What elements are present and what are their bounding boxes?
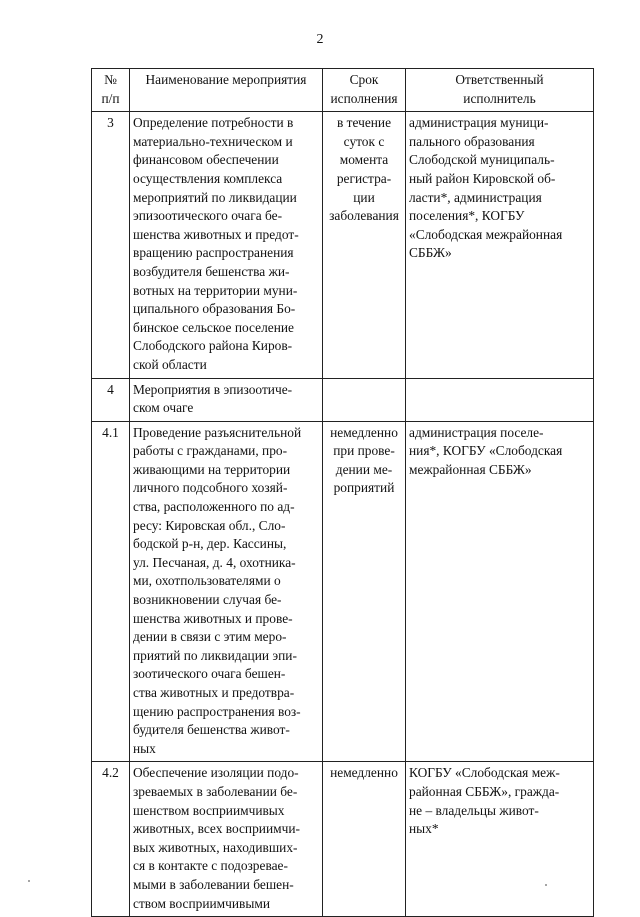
table-row [92,762,594,917]
scan-speck [545,884,547,886]
row-measure-name: Определение потребности в материально-техническом и финансовом обеспечении осуществления комплекса мероприятий по ликвидации эпизоотического очага бе- шенства животных и предот- вращению распространения возбудителя бешенства жи- вотных на территории муни- ципального образования Бо- бинское сельское поселение Слободского района Киров- ской области [130,112,323,378]
row-term: немедленно [323,762,406,917]
header-responsible: Ответственный исполнитель [406,69,594,112]
row-number: 3 [92,112,130,378]
page-number: 2 [316,32,324,47]
row-number: 4 [92,378,130,421]
row-number: 4.1 [92,421,130,762]
header-term: Срок исполнения [323,69,406,112]
table-row [92,421,594,762]
header-num: № п/п [92,69,130,112]
header-name: Наименование мероприятия [130,69,323,112]
table-header-row [92,69,594,112]
scan-speck [28,880,30,882]
row-responsible: КОГБУ «Слободская меж- районная СББЖ», гражда- не – владельцы живот- ных* [406,762,594,917]
row-number: 4.2 [92,762,130,917]
row-responsible [406,378,594,421]
measures-table [91,68,594,917]
row-responsible: администрация поселе- ния*, КОГБУ «Слободская межрайонная СББЖ» [406,421,594,762]
row-term [323,378,406,421]
table-row [92,112,594,378]
row-measure-name: Проведение разъяснительной работы с гражданами, про- живающими на территории личного подсобного хозяй- ства, расположенного по ад- ресу: Кировская обл., Сло- бодской р-н, дер. Кассины, ул. Песчаная, д. 4, охотника- ми, охотпользователями о возникновении случая бе- шенства животных и прове- дении в связи с этим меро- приятий по ликвидации эпи- зоотического очага бешен- ства животных и предотвра- щению распространения воз- будителя бешенства живот- ных [130,421,323,762]
table-row [92,378,594,421]
row-measure-name: Мероприятия в эпизоотиче- ском очаге [130,378,323,421]
row-responsible: администрация муници- пального образования Слободской муниципаль- ный район Кировской об- ласти*, администрация поселения*, КОГБУ «Слободская межрайонная СББЖ» [406,112,594,378]
row-term: в течение суток с момента регистра- ции заболевания [323,112,406,378]
row-measure-name: Обеспечение изоляции подо- зреваемых в заболевании бе- шенством восприимчивых животных, всех восприимчи- вых животных, находивших- ся в контакте с подозревае- мыми в заболевании бешен- ством восприимчивыми [130,762,323,917]
row-term: немедленно при прове- дении ме- роприятий [323,421,406,762]
